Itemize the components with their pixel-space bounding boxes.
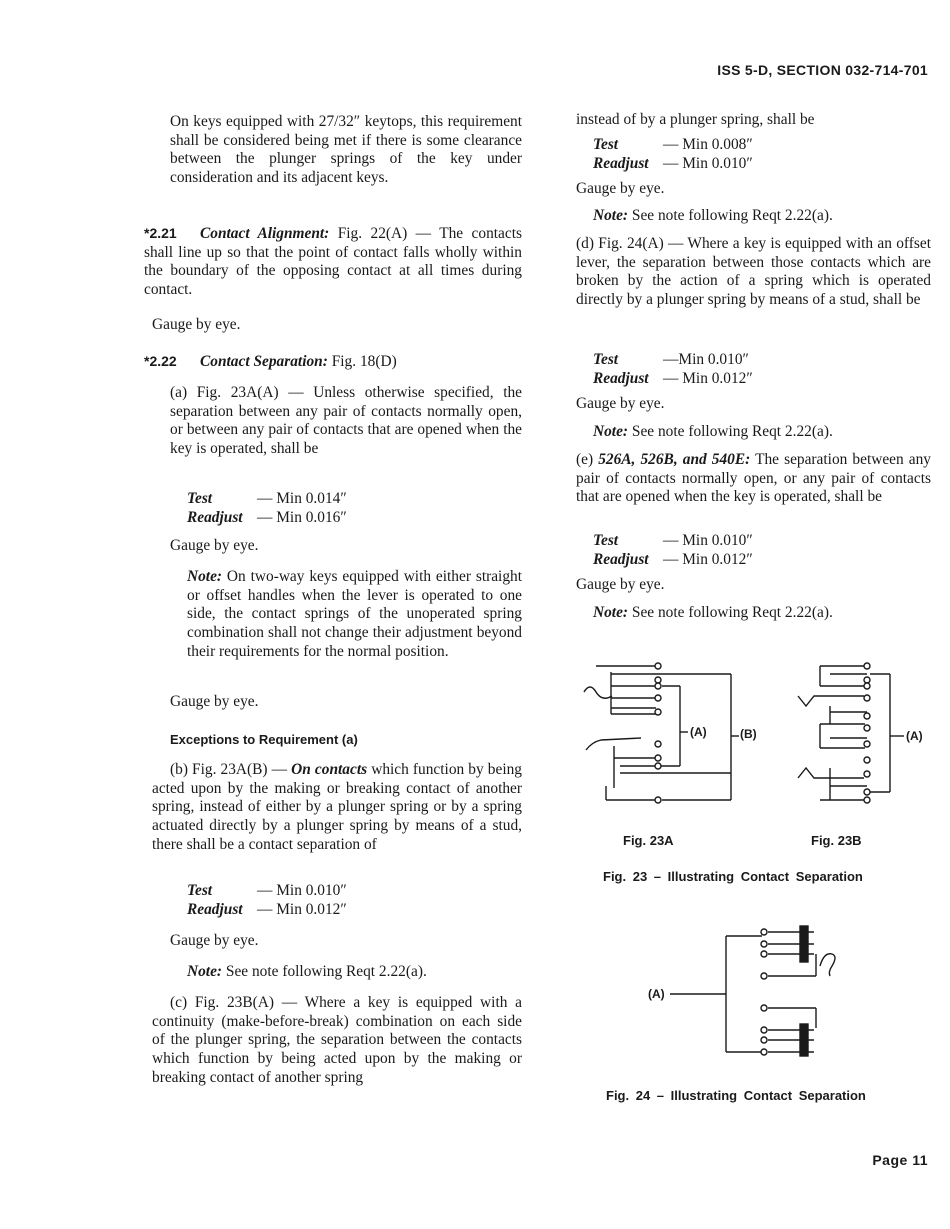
note-text: See note following Reqt 2.22(a).	[631, 423, 833, 440]
item-c-cont: instead of by a plunger spring, shall be	[576, 111, 815, 128]
gauge-text: Gauge by eye.	[170, 932, 259, 949]
item-a-text: (a) Fig. 23A(A) — Unless otherwise specified, the separation between any pair of contacts normally open, or between any pair of contacts that are opened when the key is operated, shall be	[170, 384, 522, 458]
readjust-value: — Min 0.012″	[663, 369, 753, 387]
section-text: Fig. 18(D)	[331, 353, 397, 370]
note-a	[187, 568, 522, 674]
item-a-values	[187, 490, 557, 527]
item-d-text: (d) Fig. 24(A) — Where a key is equipped with an offset lever, the separation between those contacts which are broken by the action of a spring which is operated directly by a plunger spring by means of a stud, shall be	[576, 235, 931, 309]
fig-23a-diagram	[576, 658, 776, 808]
note-text: See note following Reqt 2.22(a).	[225, 963, 427, 980]
item-e-prefix: (e)	[576, 451, 594, 468]
readjust-label: Readjust	[593, 550, 649, 568]
readjust-label: Readjust	[187, 900, 243, 918]
item-c-text: (c) Fig. 23B(A) — Where a key is equipped with a continuity (make-before-break) combination on each side of the plunger spring, the separation between the contacts which function by being acted upon by the making or breaking contact of another spring	[152, 994, 522, 1086]
section-2-22	[144, 352, 522, 372]
test-value: — Min 0.010″	[663, 532, 753, 549]
fig-23a-label: Fig. 23A	[623, 833, 674, 848]
exceptions-heading: Exceptions to Requirement (a)	[170, 732, 358, 747]
readjust-value: — Min 0.016″	[257, 508, 347, 526]
item-b-italic: On contacts	[291, 761, 368, 778]
note-d	[593, 423, 948, 442]
item-b-values	[187, 882, 557, 919]
item-c	[152, 994, 522, 1100]
item-e-text: The separation between any pair of contacts normally open, or any pair of contacts that are opened when the key is operated, shall be	[576, 451, 931, 506]
section-2-21	[144, 224, 522, 312]
test-value: — Min 0.014″	[257, 490, 347, 507]
test-label: Test	[593, 136, 619, 153]
readjust-value: — Min 0.010″	[663, 154, 753, 172]
fig-24-caption: Fig. 24 – Illustrating Contact Separation	[606, 1088, 866, 1103]
readjust-label: Readjust	[593, 369, 649, 387]
page-footer: Page 11	[872, 1152, 928, 1168]
note-text: See note following Reqt 2.22(a).	[631, 207, 833, 224]
section-number: *2.22	[144, 353, 177, 369]
item-d-values	[593, 351, 948, 388]
label-a: (A)	[648, 987, 665, 1001]
gauge-text: Gauge by eye.	[576, 395, 665, 412]
section-number: *2.21	[144, 225, 177, 241]
section-title: Contact Alignment:	[200, 225, 330, 242]
label-a: (A)	[690, 725, 707, 739]
readjust-label: Readjust	[187, 508, 243, 526]
note-label: Note:	[187, 963, 223, 980]
note-text: See note following Reqt 2.22(a).	[631, 604, 833, 621]
test-value: —Min 0.010″	[663, 351, 749, 368]
note-b	[187, 963, 522, 982]
fig-23-caption: Fig. 23 – Illustrating Contact Separation	[603, 869, 863, 884]
item-e-values	[593, 532, 948, 569]
fig-24-diagram	[640, 920, 860, 1060]
item-e-italic: 526A, 526B, and 540E:	[598, 451, 751, 468]
test-label: Test	[187, 882, 213, 899]
item-e	[576, 451, 931, 519]
left-column	[152, 113, 522, 200]
gauge-text: Gauge by eye.	[152, 316, 241, 333]
note-label: Note:	[593, 207, 629, 224]
label-a: (A)	[906, 729, 923, 743]
fig-23b-label: Fig. 23B	[811, 833, 862, 848]
readjust-label: Readjust	[593, 154, 649, 172]
gauge-text: Gauge by eye.	[576, 576, 665, 593]
item-d	[576, 235, 931, 322]
item-b-text: which function by being acted upon by the making or breaking contact of another spring, instead of either by a plunger spring or by a spring actuated directly by a plunger spring by means of a stud, there shall be a contact separation of	[152, 761, 522, 853]
paragraph-keytops: On keys equipped with 27/32″ keytops, this requirement shall be considered being met if there is some clearance between the plunger springs of the key under consideration and its adjacent keys.	[170, 113, 522, 187]
fig-23b-diagram	[790, 658, 940, 808]
test-value: — Min 0.010″	[257, 882, 347, 899]
note-text: On two-way keys equipped with either straight or offset handles when the lever is operated to one side, the contact springs of the unoperated spring combination shall not change their adjustment beyond their requirements for the normal position.	[187, 568, 522, 660]
item-a	[170, 384, 522, 471]
readjust-value: — Min 0.012″	[257, 900, 347, 918]
test-label: Test	[187, 490, 213, 507]
note-label: Note:	[187, 568, 223, 585]
note-e	[593, 604, 948, 623]
item-b	[152, 761, 522, 867]
gauge-text: Gauge by eye.	[576, 180, 665, 197]
note-c	[593, 207, 948, 226]
gauge-text: Gauge by eye.	[170, 693, 259, 710]
section-title: Contact Separation:	[200, 353, 328, 370]
item-c-values	[593, 136, 948, 173]
gauge-text: Gauge by eye.	[170, 537, 259, 554]
label-b: (B)	[740, 727, 757, 741]
test-label: Test	[593, 351, 619, 368]
item-b-prefix: (b) Fig. 23A(B) —	[170, 761, 288, 778]
test-label: Test	[593, 532, 619, 549]
section-text: Fig. 22(A) — The contacts shall line up so that the point of contact falls wholly within the boundary of the opposing contact at all times during contact.	[144, 225, 522, 299]
test-value: — Min 0.008″	[663, 136, 753, 153]
note-label: Note:	[593, 604, 629, 621]
readjust-value: — Min 0.012″	[663, 550, 753, 568]
page-header: ISS 5-D, SECTION 032-714-701	[717, 62, 928, 78]
note-label: Note:	[593, 423, 629, 440]
